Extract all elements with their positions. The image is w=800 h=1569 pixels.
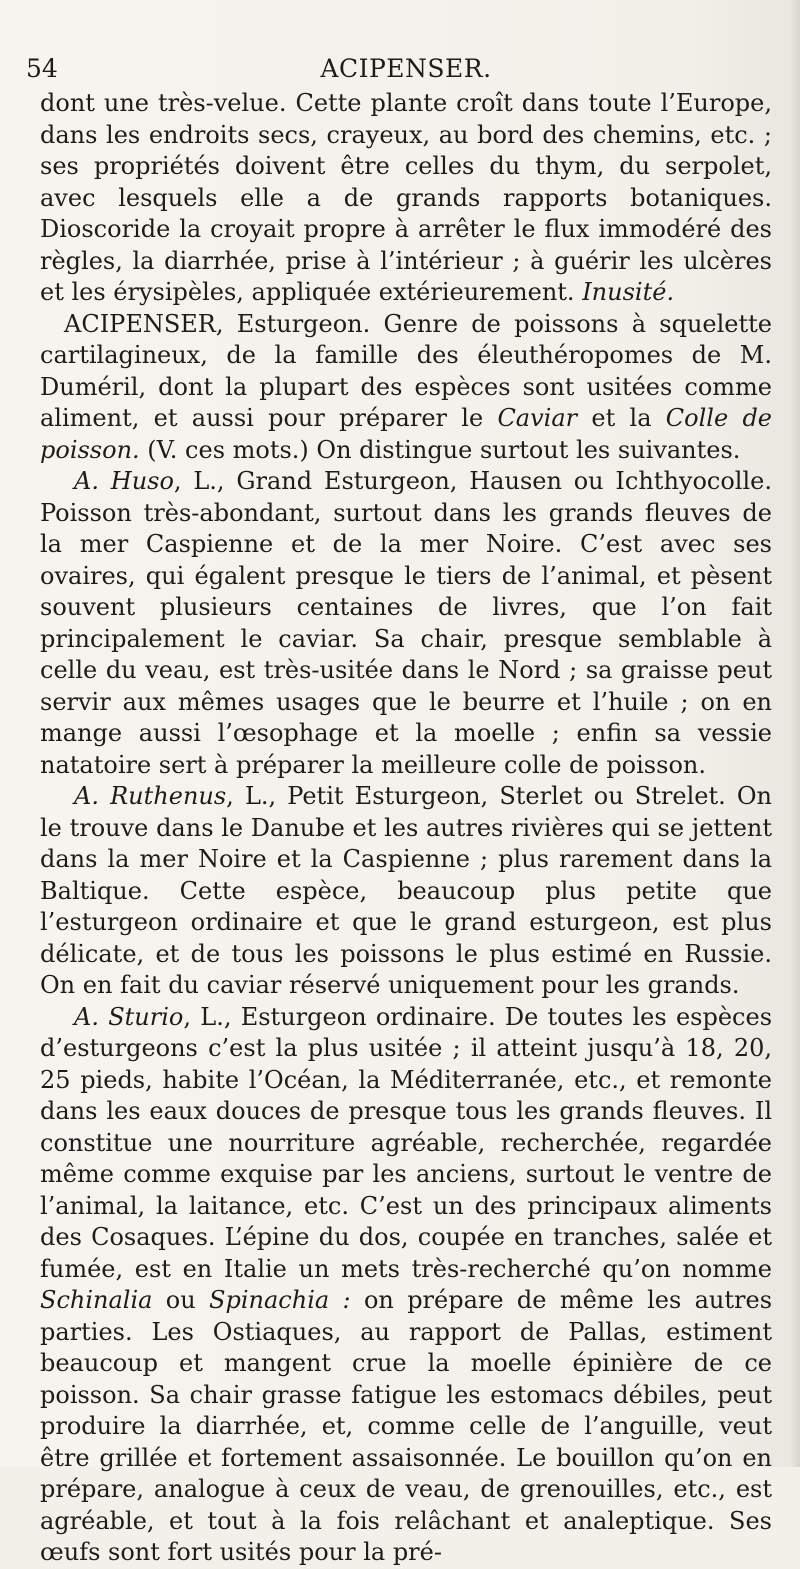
page-number: 54: [26, 54, 58, 83]
status-note: Inusité.: [582, 278, 675, 306]
entry-acipenser: [40, 309, 772, 467]
italic-term: Schinalia: [40, 1286, 153, 1314]
paragraph-text: ou: [152, 1286, 210, 1314]
paragraph-text: , L., Grand Esturgeon, Hausen ou Ichthyocolle. Poisson très-abondant, surtout dans les grands fleuves de la mer Caspienne et de la mer Noire. C’est avec ses ovaires, qui égalent presque le tiers de l’animal, et pèsent souvent plusieurs centaines de livres, que l’on fait principalement le caviar. Sa chair, presque semblable à celle du veau, est très-usitée dans le Nord ; sa graisse peut servir aux mêmes usages que le beurre et l’huile ; on en mange aussi l’œsophage et la moelle ; enfin sa vessie natatoire sert à préparer la meilleure colle de poisson.: [40, 467, 772, 779]
cross-reference: Caviar: [497, 404, 578, 432]
page-edge-shadow: [790, 0, 800, 1467]
italic-term: Spinachia :: [209, 1286, 351, 1314]
paragraph-text: , L., Petit Esturgeon, Sterlet ou Strelet. On le trouve dans le Danube et les autres rivières qui se jettent dans la mer Noire et la Caspienne ; plus rarement dans la Baltique. Cette espèce, beaucoup plus petite que l’esturgeon ordinaire et que le grand esturgeon, est plus délicate, et de tous les poissons le plus estimé en Russie. On en fait du caviar réservé uniquement pour les grands.: [40, 782, 772, 999]
species-name: A. Ruthenus: [74, 782, 227, 810]
paragraph-text: (V. ces mots.) On distingue surtout les suivantes.: [139, 435, 741, 464]
entry-heading: ACIPENSER: [64, 309, 216, 338]
running-title: ACIPENSER.: [320, 54, 492, 83]
body-text: [40, 88, 772, 1569]
cross-reference: Colle de poisson.: [40, 404, 773, 464]
paragraph-text: on prépare de même les autres parties. Les Ostiaques, au rapport de Pallas, estiment beaucoup et mangent crue la moelle épinière de ce poisson. Sa chair grasse fatigue les estomacs débiles, peut produire la diarrhée, et, comme celle de l’anguille, veut être grillée et fortement assaisonnée. Le bouillon qu’on en prépare, analogue à ceux de veau, de grenouilles, etc., est agréable, et tout à la fois relâchant et analeptique. Ses œufs sont fort usités pour la pré-: [40, 1286, 773, 1566]
paragraph-text: et la: [577, 404, 666, 432]
species-huso: [40, 466, 772, 781]
page-header: [26, 46, 772, 88]
species-sturio: [40, 1002, 772, 1569]
paragraph-text: , Esturgeon. Genre de poissons à squelette cartilagineux, de la famille des éleuthéropomes de M. Duméril, dont la plupart des espèces sont usitées comme aliment, et aussi pour préparer le: [40, 309, 772, 432]
species-name: A. Sturio: [74, 1002, 184, 1031]
species-ruthenus: [40, 781, 772, 1002]
paragraph-text: dont une très-velue. Cette plante croît dans toute l’Europe, dans les endroits secs, crayeux, au bord des chemins, etc. ; ses propriétés doivent être celles du thym, du serpolet, avec lesquels elle a de grands rapports botaniques. Dioscoride la croyait propre à arrêter le flux immodéré des règles, la diarrhée, prise à l’intérieur ; à guérir les ulcères et les érysipèles, appliquée extérieurement.: [40, 89, 772, 306]
paragraph-text: , L., Esturgeon ordinaire. De toutes les espèces d’esturgeons c’est la plus usitée ; il atteint jusqu’à 18, 20, 25 pieds, habite l’Océan, la Méditerranée, etc., et remonte dans les eaux douces de presque tous les grands fleuves. Il constitue une nourriture agréable, recherchée, regardée même comme exquise par les anciens, surtout le ventre de l’animal, la laitance, etc. C’est un des principaux aliments des Cosaques. L’épine du dos, coupée en tranches, salée et fumée, est en Italie un mets très-recherché qu’on nomme: [40, 1002, 773, 1283]
species-name: A. Huso: [74, 467, 174, 495]
paragraph-continuation: [40, 88, 772, 309]
